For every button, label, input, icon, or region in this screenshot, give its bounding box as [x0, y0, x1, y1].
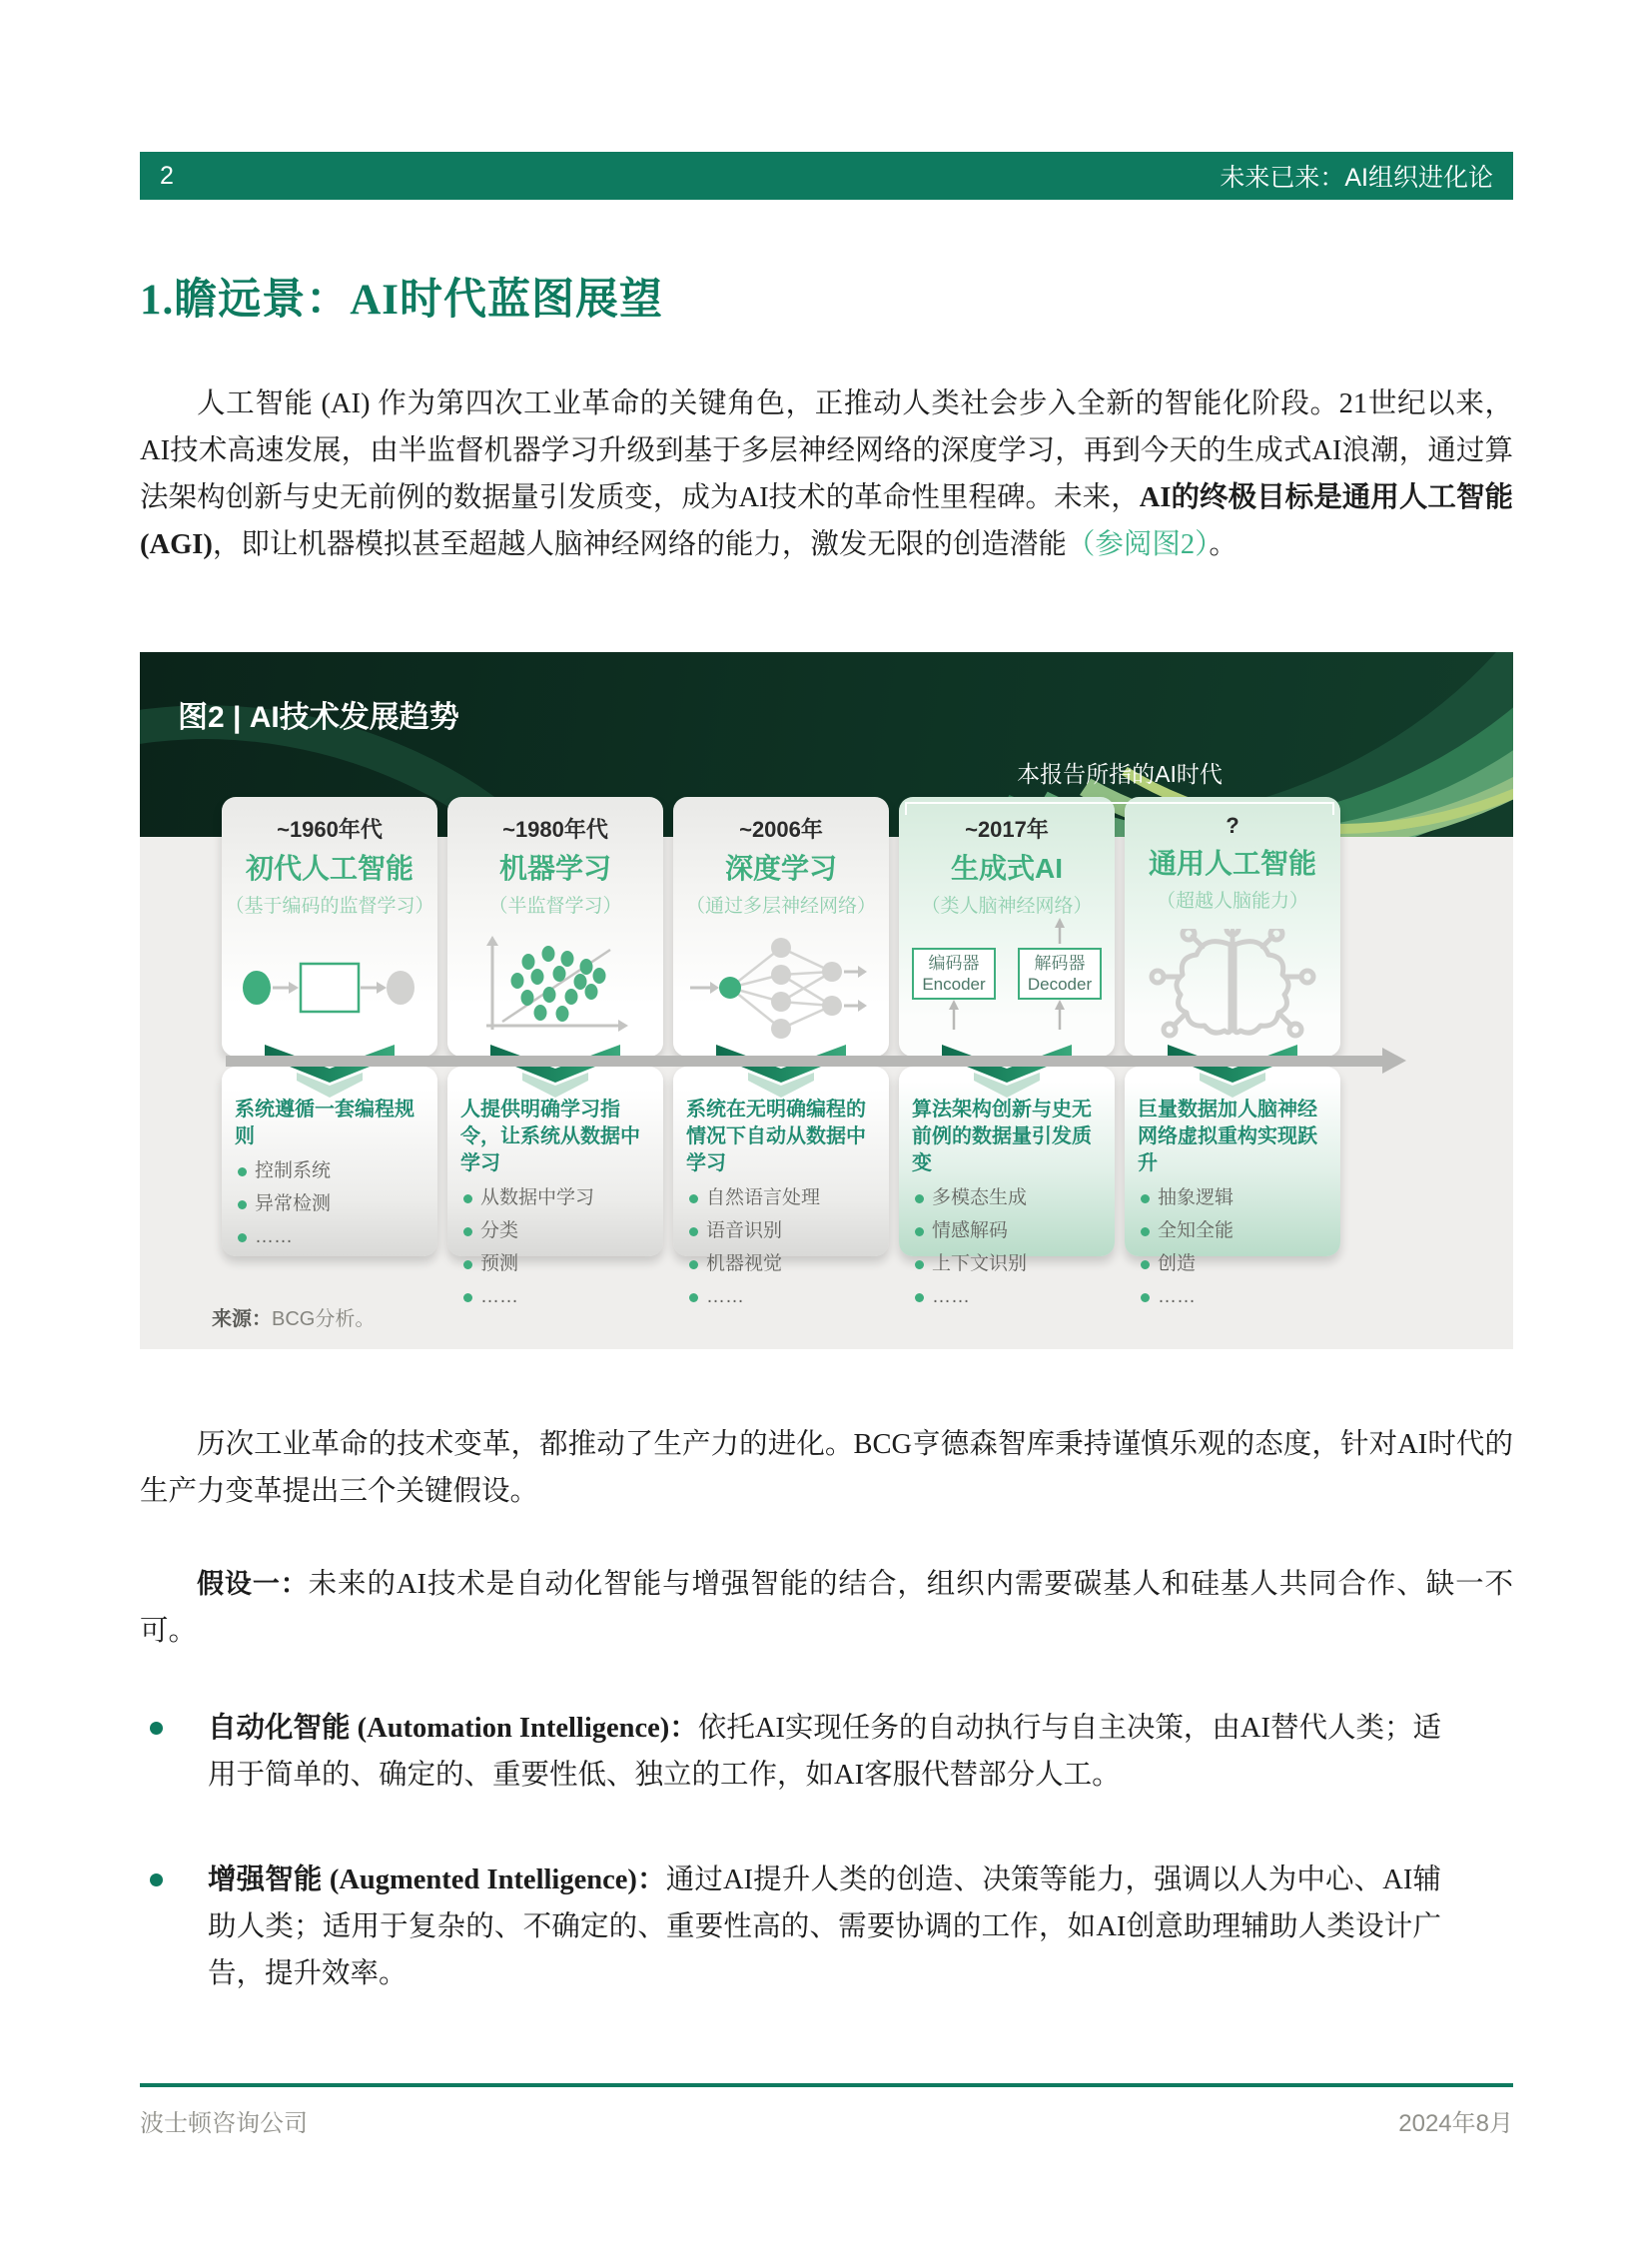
list-item: 全知全能 [1138, 1217, 1331, 1245]
column-title: 生成式AI [950, 853, 1063, 884]
column-title: 通用人工智能 [1148, 848, 1316, 879]
intro-text-segment: ，即让机器模拟甚至超越人脑神经网络的能力，激发无限的创造潜能 [212, 529, 1067, 560]
column-bullet-list [912, 1184, 1106, 1311]
key-point-colon: ： [636, 1865, 666, 1895]
section-heading: 1.瞻远景：AI时代蓝图展望 [140, 277, 664, 324]
timeline-column-1960s [222, 797, 437, 1256]
page-number: 2 [160, 161, 174, 190]
decoder-label-cn: 解码器 [1034, 954, 1086, 973]
key-point-text: 依托AI实现任务的自动执行与自主决策，由AI替代人类；适用于简单的、确定的、重要性低、独立的工作，如AI客服代替部分人工。 [208, 1713, 1441, 1791]
list-item: …… [912, 1283, 1106, 1311]
column-title: 深度学习 [724, 853, 837, 884]
list-item: 预测 [460, 1250, 654, 1278]
intro-text-segment: 。 [1209, 529, 1238, 560]
key-point-automation [140, 1705, 1513, 1799]
footer-date: 2024年8月 [1398, 2109, 1513, 2137]
column-subtitle: （半监督学习） [488, 896, 622, 917]
key-point-colon: ： [669, 1713, 698, 1744]
column-year: ~2006年 [739, 817, 823, 842]
column-description-title: 人提供明确学习指令，让系统从数据中学习 [460, 1099, 640, 1174]
chevron-down-icon [1168, 1045, 1297, 1101]
hypothesis-paragraph [140, 1561, 1513, 1655]
flow-diagram-icon [235, 943, 424, 1033]
scatter-plot-icon [470, 934, 640, 1042]
page-footer [140, 2083, 1513, 2138]
list-item: 情感解码 [912, 1217, 1106, 1245]
column-bullet-list [686, 1184, 880, 1311]
list-item: 机器视觉 [686, 1250, 880, 1278]
timeline-column-1980s [447, 797, 663, 1307]
figure-title: 图2 | AI技术发展趋势 [178, 701, 459, 734]
list-item: …… [1138, 1283, 1331, 1311]
figure-source [212, 1302, 375, 1331]
list-item: …… [235, 1223, 428, 1251]
brain-circuit-icon [1148, 929, 1317, 1041]
column-title: 机器学习 [498, 853, 611, 884]
neural-network-icon [686, 934, 876, 1042]
column-bullet-list [235, 1157, 428, 1251]
list-item: 自然语言处理 [686, 1184, 880, 1212]
column-subtitle: （超越人脑能力） [1156, 891, 1308, 912]
key-point-lead: 增强智能 (Augmented Intelligence) [208, 1865, 637, 1895]
list-item: 从数据中学习 [460, 1184, 654, 1212]
column-year: ~1960年代 [277, 817, 383, 842]
column-year: ~1980年代 [502, 817, 608, 842]
chevron-down-icon [716, 1045, 846, 1101]
footer-rule [140, 2083, 1513, 2087]
timeline-column-2006 [673, 797, 889, 1307]
column-description-title: 算法架构创新与史无前例的数据量引发质变 [912, 1099, 1092, 1174]
column-description-title: 巨量数据加人脑神经网络虚拟重构实现跃升 [1138, 1099, 1317, 1174]
chevron-down-icon [942, 1045, 1072, 1101]
column-description-title: 系统遵循一套编程规则 [235, 1099, 414, 1147]
hypothesis-text: 未来的AI技术是自动化智能与增强智能的结合，组织内需要碳基人和硅基人共同合作、缺一不可。 [140, 1569, 1514, 1647]
list-item: 抽象逻辑 [1138, 1184, 1331, 1212]
list-item: 控制系统 [235, 1157, 428, 1185]
encoder-label-cn: 编码器 [928, 954, 980, 973]
ai-era-label: 本报告所指的AI时代 [1017, 761, 1223, 787]
figure-reference-link[interactable]: （参阅图2） [1066, 529, 1210, 560]
list-item: 创造 [1138, 1250, 1331, 1278]
encoder-label-en: Encoder [922, 975, 986, 994]
encoder-decoder-icon [899, 918, 1115, 1057]
key-point-list [140, 1705, 1513, 1997]
column-subtitle: （基于编码的监督学习） [225, 896, 434, 917]
list-item: …… [460, 1283, 654, 1311]
column-year: ? [1226, 813, 1239, 838]
list-item: 多模态生成 [912, 1184, 1106, 1212]
column-bullet-list [1138, 1184, 1331, 1311]
page-header-bar [140, 152, 1513, 200]
intro-bold-segment: AI的终极目标是通用人工智能 (AGI) [140, 482, 1513, 560]
column-subtitle: （类人脑神经网络） [921, 896, 1093, 917]
chevron-down-icon [265, 1045, 395, 1101]
list-item: 上下文识别 [912, 1250, 1106, 1278]
timeline-arrow [226, 1056, 1384, 1067]
body-paragraph: 历次工业革命的技术变革，都推动了生产力的进化。BCG亨德森智库秉持谨慎乐观的态度，针对AI时代的生产力变革提出三个关键假设。 [140, 1429, 1513, 1507]
intro-paragraph [140, 380, 1513, 568]
timeline-columns [222, 797, 1340, 1307]
list-item: 分类 [460, 1217, 654, 1245]
key-point-text: 通过AI提升人类的创造、决策等能力，强调以人为中心、AI辅助人类；适用于复杂的、不确定的、重要性高的、需要协调的工作，如AI创意助理辅助人类设计广告，提升效率。 [208, 1865, 1442, 1989]
list-item: 语音识别 [686, 1217, 880, 1245]
source-label: 来源： [212, 1308, 272, 1330]
list-item: …… [686, 1283, 880, 1311]
figure-2-ai-trend [140, 652, 1513, 1349]
column-year: ~2017年 [965, 817, 1049, 842]
ai-era-bracket [905, 802, 1334, 815]
timeline-column-agi [1125, 797, 1340, 1307]
timeline-column-2017 [899, 797, 1115, 1307]
chevron-down-icon [490, 1045, 620, 1101]
list-item: 异常检测 [235, 1190, 428, 1218]
column-subtitle: （通过多层神经网络） [685, 896, 876, 917]
decoder-label-en: Decoder [1027, 975, 1093, 994]
column-description-title: 系统在无明确编程的情况下自动从数据中学习 [686, 1099, 866, 1174]
footer-company: 波士顿咨询公司 [140, 2109, 308, 2137]
key-point-augmented [140, 1857, 1513, 1997]
key-point-lead: 自动化智能 (Automation Intelligence) [208, 1713, 670, 1744]
column-title: 初代人工智能 [245, 853, 413, 884]
hypothesis-lead: 假设一： [197, 1569, 309, 1599]
source-text: BCG分析。 [272, 1308, 376, 1330]
intro-text-segment: 人工智能 (AI) 作为第四次工业革命的关键角色，正推动人类社会步入全新的智能化阶段。21世纪以来，AI技术高速发展，由半监督机器学习升级到基于多层神经网络的深度学习，再到今天的生成式AI浪潮，通过算法架构创新与史无前例的数据量引发质变，成为AI技术的革命性里程碑。未来， [140, 388, 1513, 513]
running-title: 未来已来：AI组织进化论 [1220, 164, 1493, 192]
column-bullet-list [460, 1184, 654, 1311]
